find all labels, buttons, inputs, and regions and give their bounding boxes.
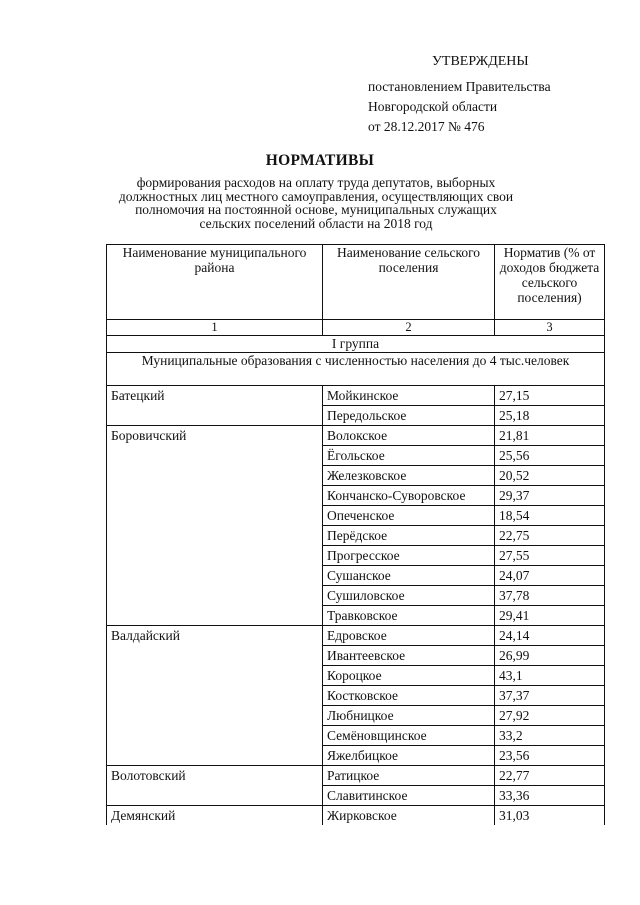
table-row: [107, 806, 605, 826]
norm-value: 21,81: [495, 426, 605, 446]
table-header-row: [107, 245, 605, 320]
header-settlement: Наименование сельского поселения: [323, 245, 495, 320]
norm-value: 24,07: [495, 566, 605, 586]
settlement-name: Едровское: [323, 626, 495, 646]
column-number: 2: [323, 320, 495, 336]
settlement-name: Ивантеевское: [323, 646, 495, 666]
norm-value: 22,75: [495, 526, 605, 546]
settlement-name: Славитинское: [323, 786, 495, 806]
settlement-name: Ратицкое: [323, 766, 495, 786]
norm-value: 29,41: [495, 606, 605, 626]
table-row: [107, 766, 605, 786]
table-row: [107, 386, 605, 406]
settlement-name: Мойкинское: [323, 386, 495, 406]
norm-value: 33,36: [495, 786, 605, 806]
table-row: [107, 426, 605, 446]
norm-value: 37,37: [495, 686, 605, 706]
norm-value: 43,1: [495, 666, 605, 686]
settlement-name: Семёновщинское: [323, 726, 495, 746]
norm-value: 31,03: [495, 806, 605, 826]
norm-value: 22,77: [495, 766, 605, 786]
column-number: 1: [107, 320, 323, 336]
norm-value: 29,37: [495, 486, 605, 506]
header-district: Наименование муниципального района: [107, 245, 323, 320]
norm-value: 27,15: [495, 386, 605, 406]
norm-value: 27,92: [495, 706, 605, 726]
settlement-name: Опеченское: [323, 506, 495, 526]
district-name: Боровичский: [107, 426, 323, 626]
settlement-name: Передольское: [323, 406, 495, 426]
column-number-row: [107, 320, 605, 336]
norm-value: 18,54: [495, 506, 605, 526]
settlement-name: Жирковское: [323, 806, 495, 826]
settlement-name: Волокское: [323, 426, 495, 446]
district-name: Волотовский: [107, 766, 323, 806]
norms-table: [106, 244, 605, 825]
district-name: Батецкий: [107, 386, 323, 426]
norm-value: 27,55: [495, 546, 605, 566]
group-subtitle-row: [107, 353, 605, 386]
approval-block: [368, 52, 618, 137]
settlement-name: Травковское: [323, 606, 495, 626]
group-subtitle: Муниципальные образования с численностью населения до 4 тыс.человек: [107, 353, 605, 386]
document-subtitle: формирования расходов на оплату труда депутатов, выборных должностных лиц местного самоуправления, осуществляющих свои полномочия на постоянной основе, муниципальных служащих сельских поселений области на 2018 год: [118, 175, 514, 231]
column-number: 3: [495, 320, 605, 336]
norm-value: 20,52: [495, 466, 605, 486]
approval-line: Новгородской области: [368, 99, 498, 114]
norm-value: 24,14: [495, 626, 605, 646]
document-title: НОРМАТИВЫ: [265, 152, 375, 169]
settlement-name: Сушиловское: [323, 586, 495, 606]
settlement-name: Прогресское: [323, 546, 495, 566]
table-row: [107, 626, 605, 646]
settlement-name: Любницкое: [323, 706, 495, 726]
district-name: Валдайский: [107, 626, 323, 766]
settlement-name: Железковское: [323, 466, 495, 486]
settlement-name: Перёдское: [323, 526, 495, 546]
district-name: Демянский: [107, 806, 323, 826]
norm-value: 25,18: [495, 406, 605, 426]
settlement-name: Кончанско-Суворовское: [323, 486, 495, 506]
approval-heading: УТВЕРЖДЕНЫ: [432, 54, 529, 69]
norm-value: 25,56: [495, 446, 605, 466]
settlement-name: Ёгольское: [323, 446, 495, 466]
norm-value: 26,99: [495, 646, 605, 666]
norm-value: 33,2: [495, 726, 605, 746]
norm-value: 37,78: [495, 586, 605, 606]
group-title-row: [107, 336, 605, 353]
approval-line: постановлением Правительства: [368, 79, 551, 94]
norm-value: 23,56: [495, 746, 605, 766]
header-norm: Норматив (% от доходов бюджета сельского поселения): [495, 245, 605, 320]
settlement-name: Костковское: [323, 686, 495, 706]
settlement-name: Короцкое: [323, 666, 495, 686]
approval-line: от 28.12.2017 № 476: [368, 119, 485, 134]
settlement-name: Сушанское: [323, 566, 495, 586]
group-title: I группа: [107, 336, 605, 353]
settlement-name: Яжелбицкое: [323, 746, 495, 766]
